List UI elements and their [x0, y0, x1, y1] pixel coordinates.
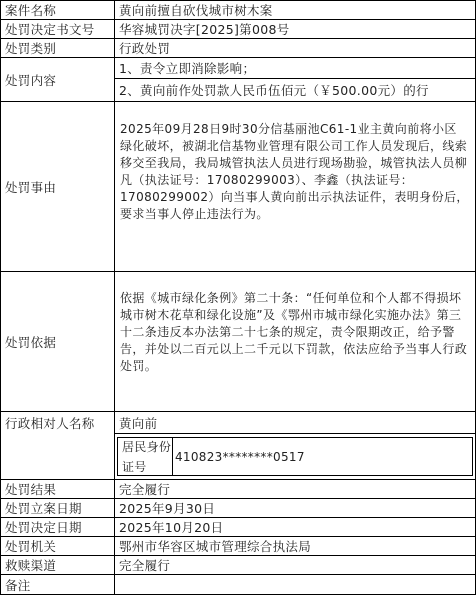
row-filing-date [0, 498, 475, 517]
decision-number-label: 处罚决定书文号 [0, 19, 115, 39]
authority-value: 鄂州市华容区城市管理综合执法局 [114, 536, 476, 556]
filing-date-value: 2025年9月30日 [114, 498, 476, 518]
filing-date-label: 处罚立案日期 [0, 498, 115, 518]
remedy-value: 完全履行 [114, 555, 476, 575]
penalty-basis-text: 依据《城市绿化条例》第二十条：“任何单位和个人都不得损坏城市树木花草和绿化设施”及《鄂州市城市绿化实施办法》第三十二条违反本办法第二十七条的规定，责令限期改正，给予警告，并处以二百元以上二千元以下罚款，依法应给予当事人行政处罚。 [114, 271, 476, 412]
counterparty-label-spacer [0, 433, 115, 480]
row-penalty-content [0, 57, 475, 101]
remedy-label: 救赎渠道 [0, 555, 115, 575]
penalty-type-label: 处罚类别 [0, 38, 115, 58]
decision-date-value: 2025年10月20日 [114, 517, 476, 537]
decision-number-value: 华容城罚决字[2025]第008号 [114, 19, 476, 39]
remarks-value [114, 574, 476, 595]
counterparty-id-cell [114, 433, 476, 480]
row-result [0, 479, 475, 498]
row-penalty-reason [0, 101, 475, 271]
row-decision-number [0, 19, 475, 38]
case-name-label: 案件名称 [0, 0, 115, 20]
result-value: 完全履行 [114, 479, 476, 499]
penalty-reason-text: 2025年09月28日9时30分信基丽池C61-1业主黄向前将小区绿化破坏，被湖北信基物业管理有限公司工作人员发现后，线索移交至我局，我局城管执法人员进行现场勘验，城管执法人员柳凡（执法证号：17080299003）、李鑫（执法证号：17080299002）向当事人黄向前出示执法证件，表明身份后，要求当事人停止违法行为。 [114, 101, 476, 272]
row-case-name [0, 0, 475, 19]
penalty-content-item-1: 1、责令立即消除影响； [114, 57, 476, 79]
decision-date-label: 处罚决定日期 [0, 517, 115, 537]
row-penalty-type [0, 38, 475, 57]
authority-label: 处罚机关 [0, 536, 115, 556]
penalty-reason-label: 处罚事由 [0, 101, 115, 272]
row-remedy [0, 555, 475, 574]
id-number-value: 410823********0517 [172, 437, 473, 476]
remarks-label: 备注 [0, 574, 115, 595]
result-label: 处罚结果 [0, 479, 115, 499]
penalty-content-item-2: 2、黄向前作处罚款人民币伍佰元（￥500.00元）的行 [114, 78, 476, 102]
row-authority [0, 536, 475, 555]
row-counterparty-id [0, 433, 475, 479]
counterparty-label: 行政相对人名称 [0, 411, 115, 434]
penalty-content-label: 处罚内容 [0, 57, 115, 102]
row-remarks [0, 574, 475, 594]
counterparty-name-value: 黄向前 [114, 411, 476, 434]
case-name-value: 黄向前擅自砍伐城市树木案 [114, 0, 476, 20]
row-counterparty-name [0, 411, 475, 433]
row-penalty-basis [0, 271, 475, 411]
penalty-basis-label: 处罚依据 [0, 271, 115, 412]
penalty-type-value: 行政处罚 [114, 38, 476, 58]
row-decision-date [0, 517, 475, 536]
id-number-label: 居民身份证号 [117, 437, 173, 476]
